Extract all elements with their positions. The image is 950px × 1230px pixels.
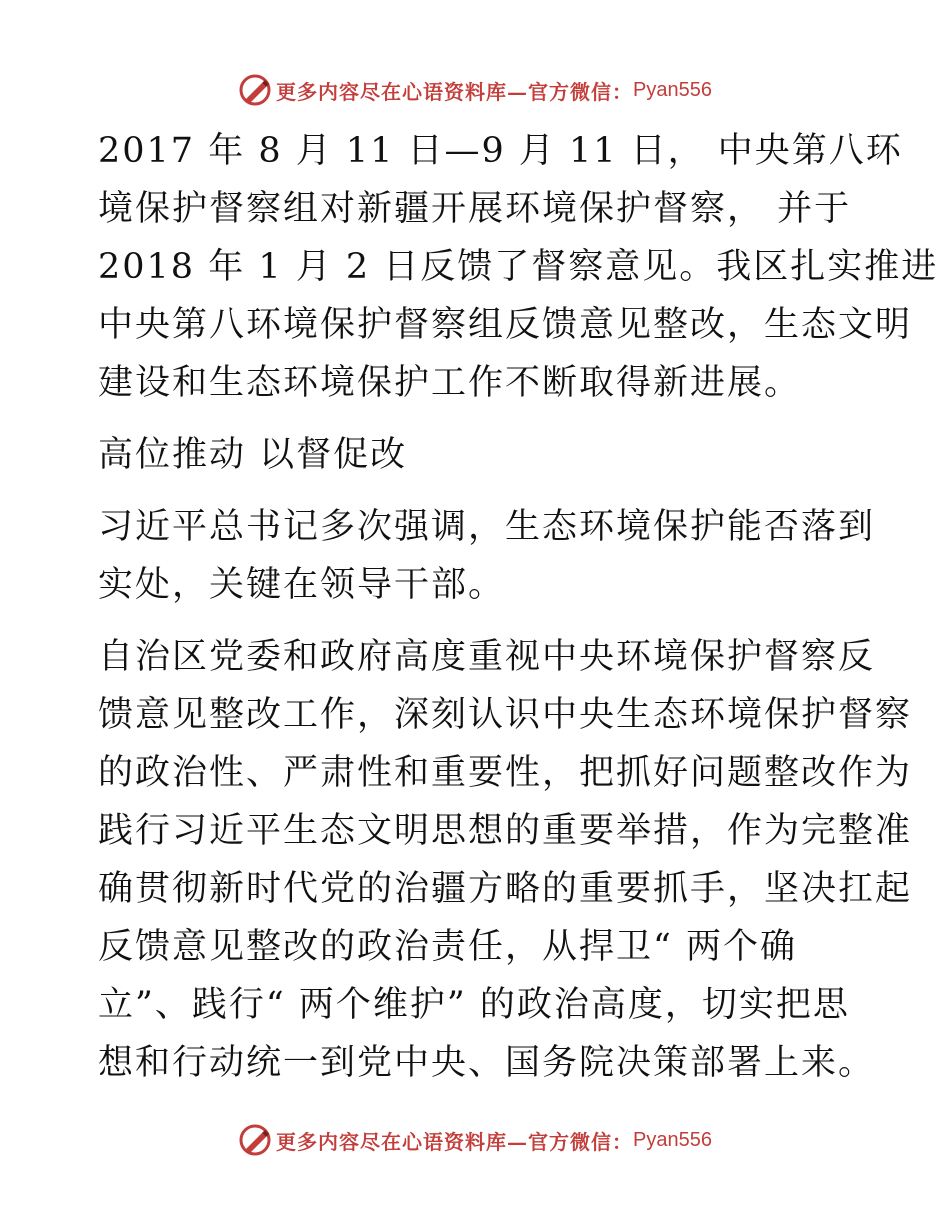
text-line: 馈意见整改工作，深刻认识中央生态环境保护督察 <box>98 695 913 735</box>
text-line: 境保护督察组对新疆开展环境保护督察， 并于 <box>98 189 852 229</box>
pen-logo-icon <box>238 73 272 107</box>
header-watermark-banner <box>0 70 950 110</box>
text-line: 想和行动统一到党中央、国务院决策部署上来。 <box>98 1043 876 1083</box>
paragraph-main <box>98 628 913 1092</box>
heading-line: 高位推动 以督促改 <box>98 435 408 475</box>
text-line: 中央第八环境保护督察组反馈意见整改，生态文明 <box>98 305 913 345</box>
text-line: 的政治性、严肃性和重要性，把抓好问题整改作为 <box>98 753 913 793</box>
section-heading <box>98 426 858 484</box>
text-line: 践行习近平生态文明思想的重要举措，作为完整准 <box>98 811 913 851</box>
text-line: 2018 年 1 月 2 日反馈了督察意见。我区扎实推进 <box>98 247 939 287</box>
text-line: 习近平总书记多次强调，生态环境保护能否落到 <box>98 507 876 547</box>
text-line: 实处，关键在领导干部。 <box>98 565 506 605</box>
paragraph-quote <box>98 498 876 614</box>
text-line: 确贯彻新时代党的治疆方略的重要抓手，坚决扛起 <box>98 869 913 909</box>
text-line: 反馈意见整改的政治责任，从捍卫“ 两个确 <box>98 927 798 967</box>
text-line: 自治区党委和政府高度重视中央环境保护督察反 <box>98 637 876 677</box>
watermark-wechat-id: Pyan556 <box>633 1128 712 1151</box>
watermark-wechat-id: Pyan556 <box>633 78 712 101</box>
text-line: 2017 年 8 月 11 日—9 月 11 日， 中央第八环 <box>98 131 903 171</box>
text-line: 立”、践行“ 两个维护” 的政治高度，切实把思 <box>98 985 850 1025</box>
pen-logo-icon <box>238 1123 272 1157</box>
paragraph-intro <box>98 122 939 412</box>
document-body <box>98 122 939 1092</box>
footer-watermark-banner <box>0 1120 950 1160</box>
watermark-text: 更多内容尽在心语资料库—官方微信： <box>276 1129 634 1154</box>
text-line: 建设和生态环境保护工作不断取得新进展。 <box>98 363 802 403</box>
watermark-text: 更多内容尽在心语资料库—官方微信： <box>276 79 634 104</box>
